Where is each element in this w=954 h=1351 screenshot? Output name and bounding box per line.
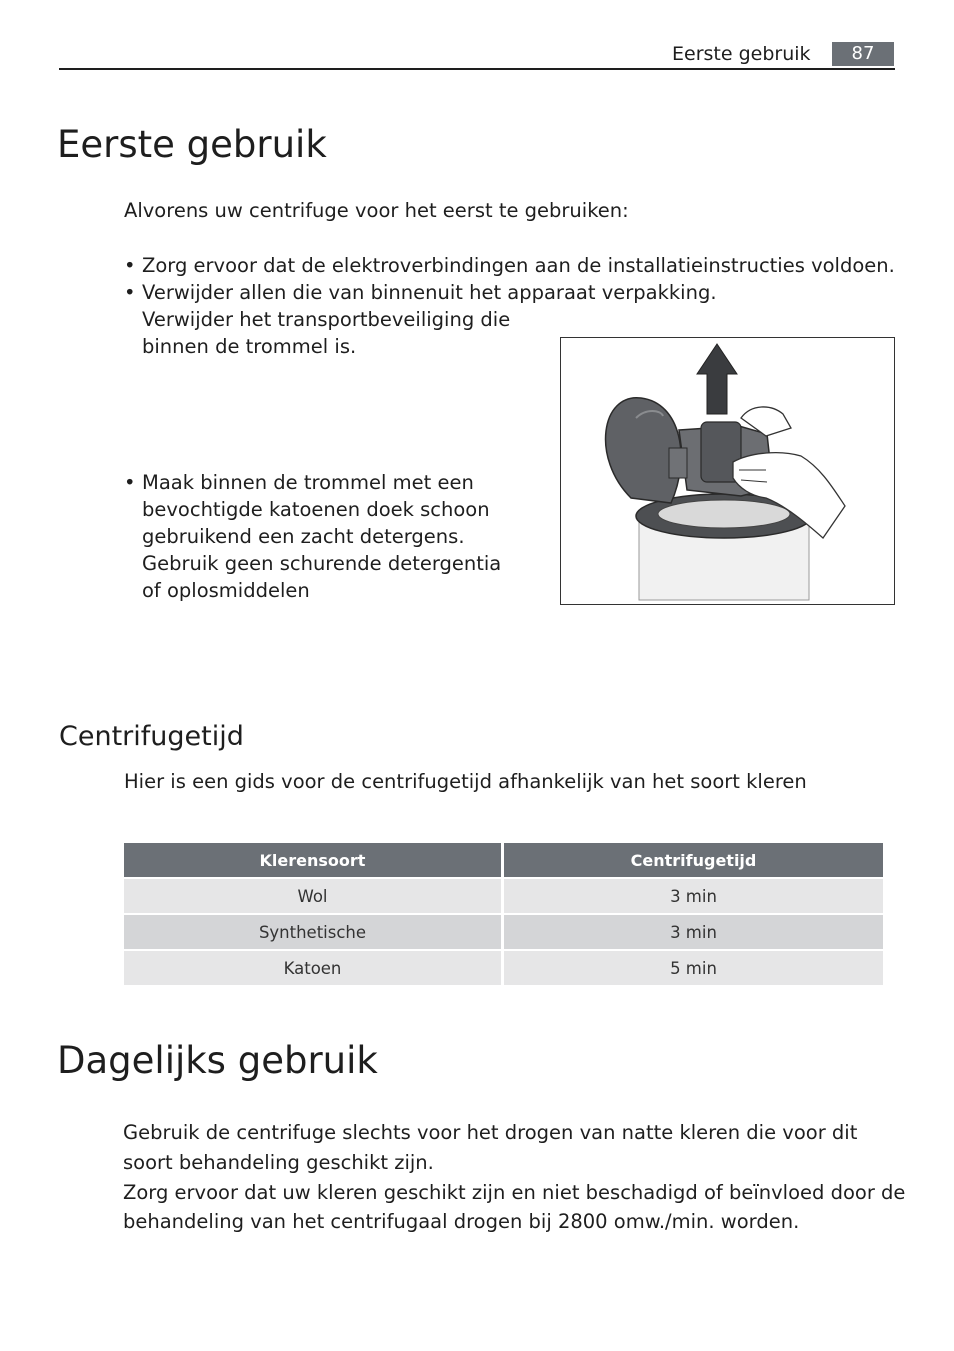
bullet-text-continuation: gebruikend een zacht detergens.: [142, 525, 465, 548]
table-row: [124, 915, 883, 949]
bullet-item-2: [124, 279, 717, 306]
column-header-klerensoort: Klerensoort: [124, 843, 501, 877]
table-row: [124, 951, 883, 985]
section-title-centrifugetijd: Centrifugetijd: [59, 721, 244, 752]
running-header-title: Eerste gebruik: [672, 43, 811, 65]
table-cell-centrifugetijd: 3 min: [504, 915, 883, 949]
table-row: [124, 879, 883, 913]
bullet-text-continuation: Verwijder het transportbeveiliging die: [142, 308, 511, 331]
bullet-text-continuation: binnen de trommel is.: [142, 335, 357, 358]
bullet-symbol: •: [124, 281, 136, 304]
table-cell-klerensoort: Synthetische: [124, 915, 501, 949]
page-number: 87: [832, 42, 894, 66]
bullet-symbol: •: [124, 254, 136, 277]
bullet-text-continuation: of oplosmiddelen: [142, 579, 310, 602]
body-text-line: Gebruik de centrifuge slechts voor het drogen van natte kleren die voor dit: [123, 1121, 858, 1144]
table-cell-klerensoort: Wol: [124, 879, 501, 913]
spin-time-table: [124, 843, 883, 987]
centrifugetijd-intro: Hier is een gids voor de centrifugetijd afhankelijk van het soort kleren: [124, 770, 807, 793]
bullet-text-continuation: bevochtigde katoenen doek schoon: [142, 498, 490, 521]
bullet-text: Verwijder allen die van binnenuit het apparaat verpakking.: [142, 281, 717, 304]
spin-dryer-icon: [561, 338, 894, 604]
header-divider: [59, 68, 895, 70]
body-text-line: Zorg ervoor dat uw kleren geschikt zijn en niet beschadigd of beïnvloed door de: [123, 1181, 906, 1204]
section-title-dagelijks-gebruik: Dagelijks gebruik: [57, 1039, 378, 1082]
table-cell-klerensoort: Katoen: [124, 951, 501, 985]
intro-text: Alvorens uw centrifuge voor het eerst te gebruiken:: [124, 199, 629, 222]
bullet-item-3: [124, 469, 474, 496]
body-text-line: behandeling van het centrifugaal drogen bij 2800 omw./min. worden.: [123, 1210, 800, 1233]
bullet-symbol: •: [124, 471, 136, 494]
transport-lock-removal-illustration: [560, 337, 895, 605]
body-text-line: soort behandeling geschikt zijn.: [123, 1151, 434, 1174]
table-cell-centrifugetijd: 5 min: [504, 951, 883, 985]
table-header-row: [124, 843, 883, 877]
bullet-text: Maak binnen de trommel met een: [142, 471, 474, 494]
table-cell-centrifugetijd: 3 min: [504, 879, 883, 913]
bullet-text: Zorg ervoor dat de elektroverbindingen aan de installatieinstructies voldoen.: [142, 254, 895, 277]
section-title-eerste-gebruik: Eerste gebruik: [57, 123, 327, 166]
column-header-centrifugetijd: Centrifugetijd: [504, 843, 883, 877]
bullet-item-1: [124, 252, 895, 279]
bullet-text-continuation: Gebruik geen schurende detergentia: [142, 552, 502, 575]
